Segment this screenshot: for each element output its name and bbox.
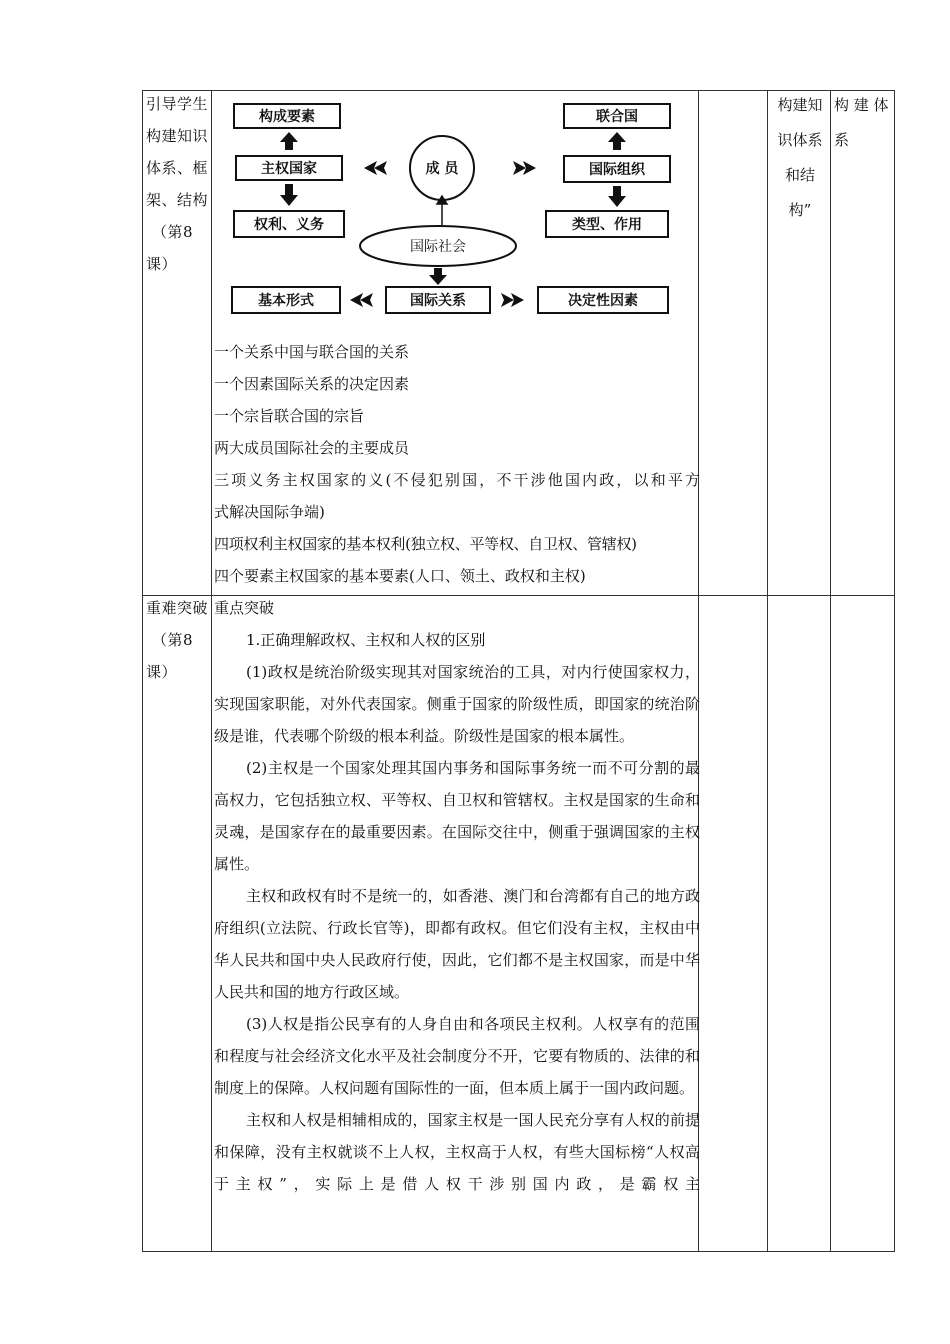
row1-stage-label <box>146 88 210 280</box>
table-row1-top-border <box>142 90 698 91</box>
section-heading: 重点突破 <box>214 599 275 617</box>
concept-diagram <box>214 92 700 324</box>
row2-stage-line: （第8 <box>152 631 194 649</box>
row1-stage-line: 架、结构 <box>146 191 209 209</box>
row1-stage-line: 引导学生 <box>146 95 209 113</box>
paragraph-human-rights: (3)人权是指公民享有的人身自由和各项民主权利。人权享有的范围和程度与社会经济文化水平及社会制度分不开，它要有物质的、法律的和制度上的保障。人权问题有国际性的一面，但本质上属于一国内政问题。 <box>214 1015 700 1097</box>
arrow-to-types <box>608 186 626 207</box>
design-intent-line: 构” <box>788 201 812 219</box>
row2-content <box>214 592 700 1200</box>
summary-line: 四个要素主权国家的基本要素(人口、领土、政权和主权) <box>214 567 586 585</box>
row2-stage-line: 重难突破 <box>146 599 209 617</box>
label-elements: 构成要素 <box>259 109 315 125</box>
table-col-divider-1 <box>211 90 212 1252</box>
label-rights-duties: 权利、义务 <box>254 217 324 233</box>
row1-stage-line: 课） <box>146 255 178 273</box>
design-intent-line: 和结 <box>784 166 815 184</box>
row1-summary <box>214 336 700 592</box>
notes-line: 系 <box>834 131 850 149</box>
summary-line: 一个宗旨联合国的宗旨 <box>214 407 365 425</box>
arrow-to-elements <box>280 132 298 150</box>
table-col-divider-4 <box>830 90 831 1252</box>
row1-stage-line: 体系、框 <box>146 159 209 177</box>
design-intent-line: 识体系 <box>777 131 823 149</box>
summary-line: 三项义务主权国家的义(不侵犯别国，不干涉他国内政，以和平方 <box>214 471 700 489</box>
item-heading: 1.正确理解政权、主权和人权的区别 <box>246 631 486 649</box>
table-left-border <box>142 90 143 1252</box>
label-decisive-factor: 决定性因素 <box>568 293 638 309</box>
notes-line: 构 建 体 <box>834 96 889 114</box>
design-intent-line: 构建知 <box>777 96 823 114</box>
summary-line: 两大成员国际社会的主要成员 <box>214 439 410 457</box>
table-right-border <box>894 90 895 1252</box>
row1-notes <box>834 88 894 158</box>
table-col-divider-3 <box>767 90 768 1252</box>
row1-stage-line: 构建知识 <box>146 127 209 145</box>
arrow-to-intl-relations <box>429 268 447 285</box>
label-basic-forms: 基本形式 <box>258 293 314 309</box>
paragraph-sovereignty: (2)主权是一个国家处理其国内事务和国际事务统一而不可分割的最高权力，它包括独立权、平等权、自卫权和管辖权。主权是国家的生命和灵魂，是国家存在的最重要因素。在国际交往中，侧重于强调国家的主权属性。 <box>214 759 700 873</box>
arrow-to-rights <box>280 184 298 206</box>
label-intl-relations: 国际关系 <box>410 293 466 309</box>
label-members: 成 员 <box>425 161 459 177</box>
summary-line: 一个关系中国与联合国的关系 <box>214 343 410 361</box>
label-un: 联合国 <box>596 109 638 125</box>
label-intl-org: 国际组织 <box>589 162 645 178</box>
label-sovereign-state: 主权国家 <box>261 161 317 177</box>
summary-line: 四项权利主权国家的基本权利(独立权、平等权、自卫权、管辖权) <box>214 535 637 553</box>
summary-line: 式解决国际争端) <box>214 503 325 521</box>
summary-line: 一个因素国际关系的决定因素 <box>214 375 410 393</box>
arrow-to-un <box>608 132 626 150</box>
row2-stage-label <box>146 592 210 688</box>
row2-stage-line: 课） <box>146 663 178 681</box>
label-types-roles: 类型、作用 <box>572 217 642 233</box>
label-intl-society: 国际社会 <box>410 239 466 255</box>
table-bottom-border <box>142 1251 895 1252</box>
paragraph-sovereignty-and-human-rights: 主权和人权是相辅相成的，国家主权是一国人民充分享有人权的前提和保障，没有主权就谈不上人权，主权高于人权，有些大国标榜“人权高于主权”，实际上是借人权干涉别国内政，是霸权主 <box>214 1111 700 1193</box>
row1-stage-line: （第8 <box>152 223 194 241</box>
paragraph-regime: (1)政权是统治阶级实现其对国家统治的工具，对内行使国家权力，实现国家职能，对外代表国家。侧重于国家的阶级性质，即国家的统治阶级是谁，代表哪个阶级的根本利益。阶级性是国家的根本属性。 <box>214 663 700 745</box>
paragraph-sovereignty-vs-regime: 主权和政权有时不是统一的，如香港、澳门和台湾都有自己的地方政府组织(立法院、行政长官等)，即都有政权。但它们没有主权，主权由中华人民共和国中央人民政府行使，因此，它们都不是主权国家，而是中华人民共和国的地方行政区域。 <box>214 887 700 1001</box>
row1-design-intent <box>773 88 827 228</box>
